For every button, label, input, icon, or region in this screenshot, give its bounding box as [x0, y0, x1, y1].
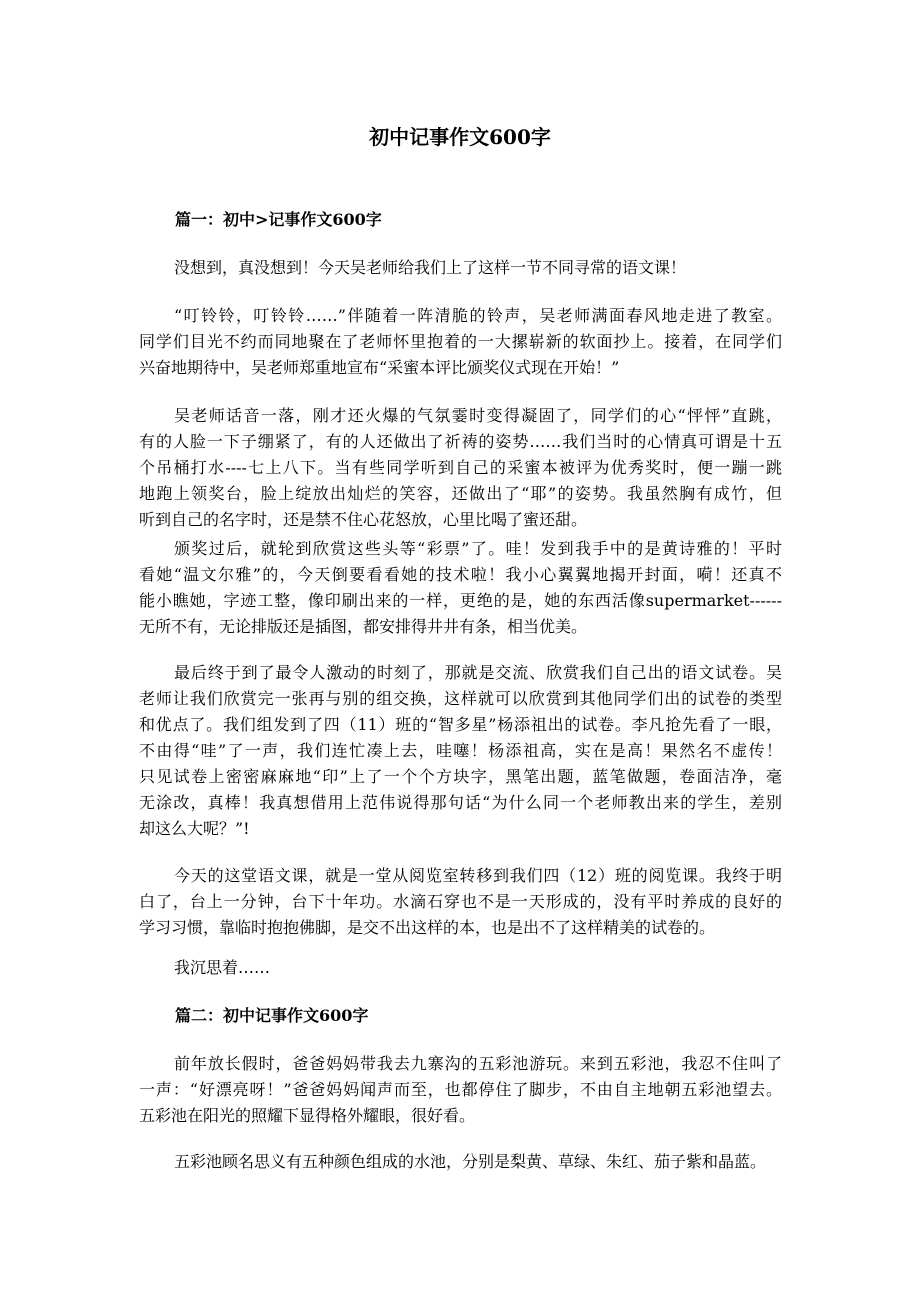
- paragraph: [139, 1149, 782, 1175]
- paragraph-line: 和优点了。我们组发到了四（11）班的“智多星”杨添祖出的试卷。李凡抢先看了一眼，: [139, 715, 782, 734]
- section-heading-1: 篇一：初中>记事作文600字: [175, 210, 382, 229]
- paragraph: [139, 255, 782, 281]
- paragraph-line: 有的人脸一下子绷紧了，有的人还做出了祈祷的姿势……我们当时的心情真可谓是十五: [139, 432, 782, 451]
- paragraph-line: 没想到，真没想到！今天吴老师给我们上了这样一节不同寻常的语文课！: [174, 258, 687, 277]
- paragraph-line: 最后终于到了最令人激动的时刻了，那就是交流、欣赏我们自己出的语文试卷。吴: [174, 663, 782, 682]
- paragraph: [139, 660, 782, 842]
- paragraph-line: 看她“温文尔雅”的，今天倒要看看她的技术啦！我小心翼翼地揭开封面，嗬！还真不: [139, 565, 782, 584]
- paragraph-line: 一声：“好漂亮呀！”爸爸妈妈闻声而至，也都停住了脚步，不由自主地朝五彩池望去。: [139, 1080, 782, 1099]
- paragraph: [139, 303, 782, 381]
- paragraph: [139, 536, 782, 640]
- paragraph-line: 今天的这堂语文课，就是一堂从阅览室转移到我们四（12）班的阅览课。我终于明: [174, 866, 782, 885]
- paragraph-line: 我沉思着……: [174, 958, 271, 977]
- paragraph-line: 只见试卷上密密麻麻地“印”上了一个个方块字，黑笔出题，蓝笔做题，卷面洁净，毫: [139, 767, 782, 786]
- paragraph-line: 兴奋地期待中，吴老师郑重地宣布“采蜜本评比颁奖仪式现在开始！”: [139, 358, 620, 377]
- paragraph-line: 却这么大呢？”!: [139, 819, 250, 838]
- paragraph: [139, 1051, 782, 1129]
- paragraph-line: 听到自己的名字时，还是禁不住心花怒放，心里比喝了蜜还甜。: [139, 510, 588, 529]
- paragraph-line: 无所不有，无论排版还是插图，都安排得井井有条，相当优美。: [139, 617, 588, 636]
- paragraph-line: 不由得“哇”了一声，我们连忙凑上去，哇噻！杨添祖高，实在是高！果然名不虚传！: [139, 741, 782, 760]
- paragraph-line: 能小瞧她，字迹工整，像印刷出来的一样，更绝的是，她的东西活像supermarket------: [139, 591, 782, 610]
- paragraph-line: 学习习惯，靠临时抱抱佛脚，是交不出这样的本，也是出不了这样精美的试卷的。: [139, 918, 716, 937]
- paragraph: [139, 955, 782, 981]
- section-heading-2: 篇二：初中记事作文600字: [175, 1006, 369, 1025]
- paragraph: [139, 403, 782, 533]
- paragraph-line: 同学们目光不约而同地聚在了老师怀里抱着的一大摞崭新的软面抄上。接着，在同学们: [139, 332, 782, 351]
- paragraph-line: 五彩池在阳光的照耀下显得格外耀眼，很好看。: [139, 1106, 476, 1125]
- paragraph-line: 五彩池顾名思义有五种颜色组成的水池，分别是梨黄、草绿、朱红、茄子紫和晶蓝。: [174, 1152, 767, 1171]
- paragraph-line: 白了，台上一分钟，台下十年功。水滴石穿也不是一天形成的，没有平时养成的良好的: [139, 892, 782, 911]
- paragraph-line: 吴老师话音一落，刚才还火爆的气氛霎时变得凝固了，同学们的心“怦怦”直跳，: [174, 406, 782, 425]
- paragraph-line: 前年放长假时，爸爸妈妈带我去九寨沟的五彩池游玩。来到五彩池，我忍不住叫了: [174, 1054, 782, 1073]
- paragraph-line: “叮铃铃，叮铃铃……”伴随着一阵清脆的铃声，吴老师满面春风地走进了教室。: [174, 306, 782, 325]
- document-title: 初中记事作文600字: [369, 125, 551, 149]
- paragraph-line: 颁奖过后，就轮到欣赏这些头等“彩票”了。哇！发到我手中的是黄诗雅的！平时: [174, 539, 782, 558]
- paragraph-line: 无涂改，真棒！我真想借用上范伟说得那句话“为什么同一个老师教出来的学生，差别: [139, 793, 782, 812]
- paragraph: [139, 863, 782, 941]
- paragraph-line: 地跑上领奖台，脸上绽放出灿烂的笑容，还做出了“耶”的姿势。我虽然胸有成竹，但: [139, 484, 782, 503]
- paragraph-line: 老师让我们欣赏完一张再与别的组交换，这样就可以欣赏到其他同学们出的试卷的类型: [139, 689, 782, 708]
- paragraph-line: 个吊桶打水----七上八下。当有些同学听到自己的采蜜本被评为优秀奖时，便一蹦一跳: [139, 458, 782, 477]
